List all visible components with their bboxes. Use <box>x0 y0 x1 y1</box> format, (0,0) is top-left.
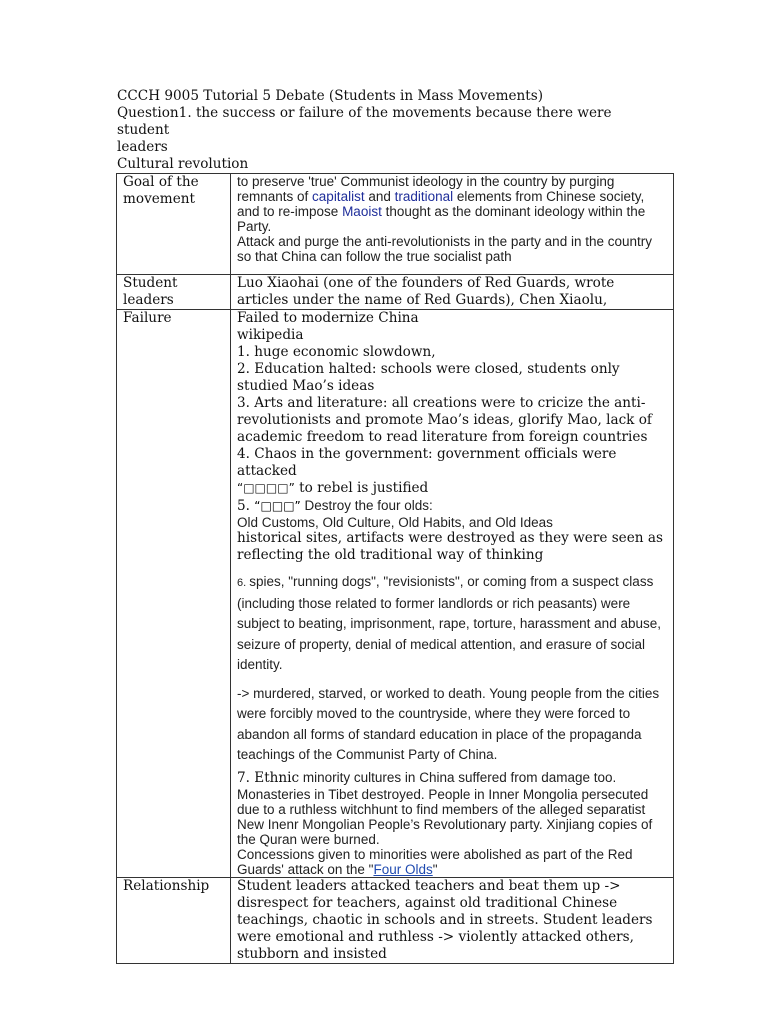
traditional-term: traditional <box>394 189 454 204</box>
header-title: CCCH 9005 Tutorial 5 Debate (Students in Mass Movements) <box>117 88 544 104</box>
leaders-content-cell: Luo Xiaohai (one of the founders of Red Guards, wrote articles under the name of Red Guards), Chen Xiaolu, <box>231 275 674 310</box>
failure-point-5-detail: historical sites, artifacts were destroyed as they were seen as reflecting the old traditional way of thinking <box>237 530 663 563</box>
leaders-label-line1: Student <box>123 275 178 291</box>
table-row-failure <box>117 310 674 878</box>
failure-source: wikipedia <box>237 327 304 343</box>
relationship-content-cell: Student leaders attacked teachers and beat them up -> disrespect for teachers, against old traditional Chinese teachings, chaotic in schools and in streets. Student leaders were emotional and ruthless -> violently attacked others, stubborn and insisted <box>231 877 674 963</box>
goal-text-b: and <box>364 189 395 204</box>
point-5-number: 5. <box>237 498 255 514</box>
point-7b-text: Concessions given to minorities were abolished as part of the Red Guards' attack on the " <box>237 846 633 877</box>
table-row-relationship <box>117 877 674 963</box>
goal-text-d: thought as the dominant ideology within the Party. <box>237 204 646 234</box>
point-7b-close: " <box>432 861 438 877</box>
failure-content-cell <box>231 310 674 878</box>
failure-point-6 <box>237 572 668 676</box>
point-7-number: 7. Ethnic <box>237 769 300 786</box>
failure-point-7b <box>237 847 668 877</box>
goal-paragraph-2: Attack and purge the anti-revolutionists in the party and in the country so that China can follow the true socialist path <box>237 234 652 264</box>
point-7-text: minority cultures in China suffered from damage too. Monasteries in Tibet destroyed. People in Inner Mongolia persecuted due to a ruthless witchhunt to find members of the alleged separatist New Inenr Mongolian People’s Revolutionary party. Xinjiang copies of the Quran were burned. <box>237 769 653 847</box>
slogan-text-1: to rebel is justified <box>294 480 429 496</box>
leaders-label-cell <box>117 275 231 310</box>
section-title: Cultural revolution <box>117 156 249 172</box>
header-question-cont: leaders <box>117 139 168 155</box>
leaders-label-line2: leaders <box>123 292 174 308</box>
point-6-text: spies, "running dogs", "revisionists", or coming from a suspect class (including those related to former landlords or rich peasants) were subject to beating, imprisonment, rape, torture, harassment and abuse, seizure of property, denial of medical attention, and erasure of social identity. <box>237 574 661 672</box>
failure-point-4b <box>237 480 668 497</box>
failure-point-6b: -> murdered, starved, or worked to death. Young people from the cities were forcibly moved to the countryside, where they were forced to abandon all forms of standard education in place of the propaganda teachings of the Communist Party of China. <box>237 685 660 762</box>
goal-text-a: to preserve 'true' Communist ideology in the country by purging remnants of <box>237 174 615 204</box>
goal-paragraph-1 <box>237 174 668 234</box>
four-olds-link[interactable]: Four Olds <box>373 861 433 877</box>
slogan-quote-2: “□□□” <box>254 499 301 513</box>
debate-table <box>116 173 674 964</box>
failure-point-5 <box>237 497 668 515</box>
table-row-goal <box>117 174 674 275</box>
slogan-text-2: Destroy the four olds: <box>300 498 433 513</box>
capitalist-term: capitalist <box>312 189 365 204</box>
failure-point-4: 4. Chaos in the government: government officials were attacked <box>237 446 617 479</box>
failure-line-0: Failed to modernize China <box>237 310 419 326</box>
goal-label-line1: Goal of the <box>123 174 199 190</box>
goal-label-cell <box>117 174 231 275</box>
goal-content-cell <box>231 174 674 275</box>
document-header <box>117 88 657 156</box>
goal-label-line2: movement <box>123 191 195 207</box>
failure-point-1: 1. huge economic slowdown, <box>237 344 436 360</box>
maoist-term: Maoist <box>342 204 382 219</box>
four-olds-list: Old Customs, Old Culture, Old Habits, and Old Ideas <box>237 515 553 530</box>
header-question: Question1. the success or failure of the movements because there were student <box>117 105 612 138</box>
relationship-label-cell: Relationship <box>117 877 231 963</box>
failure-point-2: 2. Education halted: schools were closed, students only studied Mao’s ideas <box>237 361 620 394</box>
failure-point-3: 3. Arts and literature: all creations were to cricize the anti-revolutionists and promote Mao’s ideas, glorify Mao, lack of academic freedom to read literature from foreign countries <box>237 395 652 445</box>
failure-point-7 <box>237 770 668 847</box>
slogan-quote-1: “□□□□” <box>237 481 295 495</box>
goal-text-c: elements from Chinese society, and to re-impose <box>237 189 645 219</box>
table-row-leaders <box>117 275 674 310</box>
failure-label-cell: Failure <box>117 310 231 878</box>
point-6-number: 6. <box>237 577 250 589</box>
